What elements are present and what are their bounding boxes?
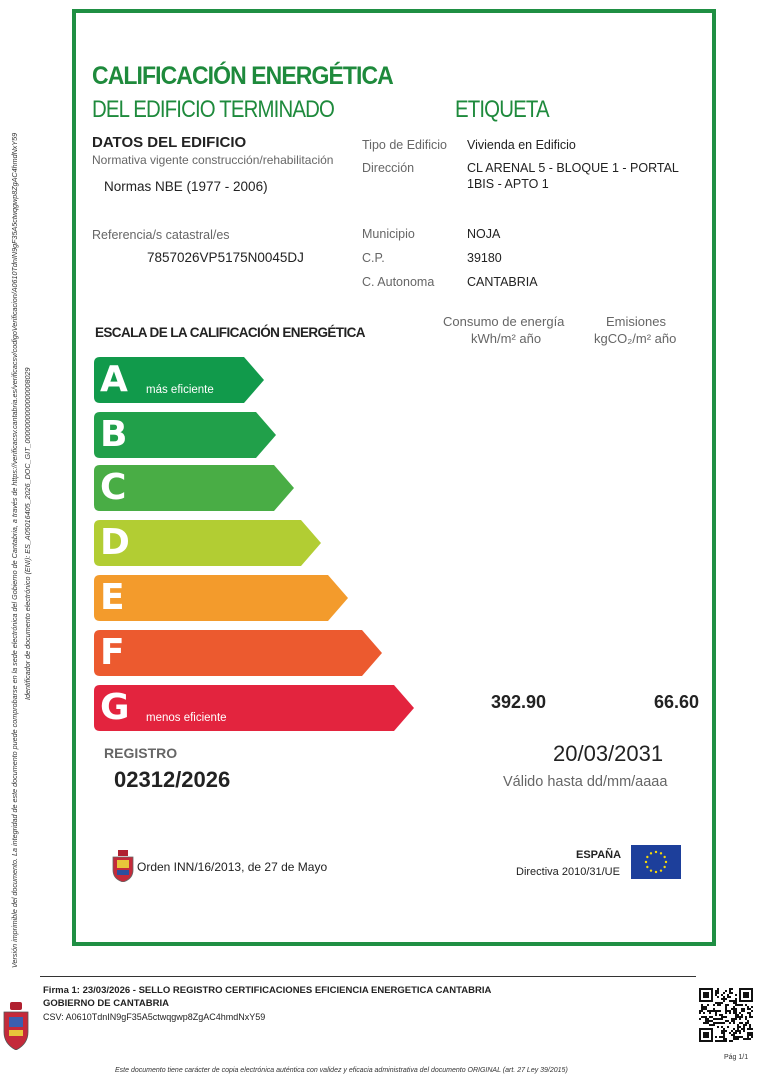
tipo-value: Vivienda en Edificio bbox=[467, 138, 576, 152]
rating-letter: E bbox=[100, 577, 125, 618]
ca-value: CANTABRIA bbox=[467, 275, 538, 289]
registro-label: REGISTRO bbox=[104, 745, 178, 761]
ref-catastral-label: Referencia/s catastral/es bbox=[92, 228, 230, 242]
rating-sub-label: más eficiente bbox=[146, 384, 214, 396]
cantabria-crest-icon bbox=[112, 850, 134, 882]
emisiones-value: 66.60 bbox=[654, 692, 700, 712]
direccion-line1: CL ARENAL 5 - BLOQUE 1 - PORTAL bbox=[467, 161, 679, 175]
signature-line2: GOBIERNO DE CANTABRIA bbox=[43, 998, 169, 1009]
title-etiqueta: ETIQUETA bbox=[455, 96, 549, 123]
page-number: Pág 1/1 bbox=[724, 1054, 749, 1061]
directiva-text: Directiva 2010/31/UE bbox=[516, 866, 620, 878]
rating-bar-a bbox=[94, 357, 264, 403]
consumo-header-line2: kWh/m² año bbox=[471, 331, 542, 346]
rating-letter: C bbox=[100, 467, 127, 508]
rating-bar-c bbox=[94, 465, 294, 511]
eu-flag-icon bbox=[631, 845, 681, 879]
emisiones-header-line1: Emisiones bbox=[606, 314, 666, 329]
ref-catastral-value: 7857026VP5175N0045DJ bbox=[147, 250, 304, 265]
building-data-heading: DATOS DEL EDIFICIO bbox=[92, 134, 247, 151]
tipo-label: Tipo de Edificio bbox=[362, 138, 447, 152]
espana-text: ESPAÑA bbox=[576, 849, 622, 861]
cp-label: C.P. bbox=[362, 251, 385, 265]
signature-line1: Firma 1: 23/03/2026 - SELLO REGISTRO CERTIFICACIONES EFICIENCIA ENERGETICA CANTABRIA bbox=[43, 985, 492, 996]
rating-bar-e bbox=[94, 575, 348, 621]
direccion-label: Dirección bbox=[362, 161, 415, 175]
valid-label: Válido hasta dd/mm/aaaa bbox=[503, 774, 668, 790]
rating-bar-d bbox=[94, 520, 321, 566]
emisiones-header-line2: kgCO₂/m² año bbox=[594, 331, 677, 346]
side-identifier-text: Identificador de documento electrónico (ENI): ES_A05016405_2026_DOC_GIT_0000000000000008029 bbox=[23, 367, 32, 700]
registro-value: 02312/2026 bbox=[114, 767, 231, 792]
rating-letter: D bbox=[100, 522, 130, 563]
title-line2: DEL EDIFICIO TERMINADO bbox=[92, 96, 334, 123]
rating-bar-b bbox=[94, 412, 276, 458]
side-verification-text: Versión imprimible del documento. La integridad de este documento puede comprobarse en la sede electrónica del Gobierno de Cantabria, a través de https://verificacsv.cantabria.es/verificacsv/codigoVerificacion/A0610TdnIN9gF35A5ctwqgwp8ZgAC4hmdNxY59 bbox=[10, 132, 19, 968]
municipio-label: Municipio bbox=[362, 227, 415, 241]
bottom-note: Este documento tiene carácter de copia electrónica auténtica con validez y eficacia administrativa del documento ORIGINAL (art. 27 Ley 39/2015) bbox=[115, 1067, 568, 1074]
rating-bar-f bbox=[94, 630, 382, 676]
normativa-value: Normas NBE (1977 - 2006) bbox=[104, 179, 268, 194]
rating-letter: B bbox=[100, 414, 128, 455]
rating-bar-g bbox=[94, 685, 414, 731]
direccion-line2: 1BIS - APTO 1 bbox=[467, 177, 549, 191]
consumo-value: 392.90 bbox=[491, 692, 547, 712]
rating-letter: G bbox=[100, 687, 130, 728]
ca-label: C. Autonoma bbox=[362, 275, 435, 289]
csv-code: CSV: A0610TdnIN9gF35A5ctwqgwp8ZgAC4hmdNxY59 bbox=[43, 1012, 266, 1022]
signature-divider bbox=[40, 976, 696, 977]
cp-value: 39180 bbox=[467, 251, 502, 265]
rating-sub-label: menos eficiente bbox=[146, 712, 227, 724]
rating-letter: A bbox=[100, 359, 128, 400]
title-line1: CALIFICACIÓN ENERGÉTICA bbox=[92, 62, 393, 90]
orden-text: Orden INN/16/2013, de 27 de Mayo bbox=[137, 860, 328, 874]
cantabria-logo-icon bbox=[2, 1002, 30, 1050]
valid-date: 20/03/2031 bbox=[553, 741, 664, 766]
municipio-value: NOJA bbox=[467, 227, 501, 241]
scale-heading: ESCALA DE LA CALIFICACIÓN ENERGÉTICA bbox=[95, 325, 365, 340]
rating-letter: F bbox=[100, 632, 125, 673]
normativa-label: Normativa vigente construcción/rehabilitación bbox=[92, 153, 334, 167]
qr-code-icon bbox=[699, 988, 753, 1042]
consumo-header-line1: Consumo de energía bbox=[443, 314, 565, 329]
